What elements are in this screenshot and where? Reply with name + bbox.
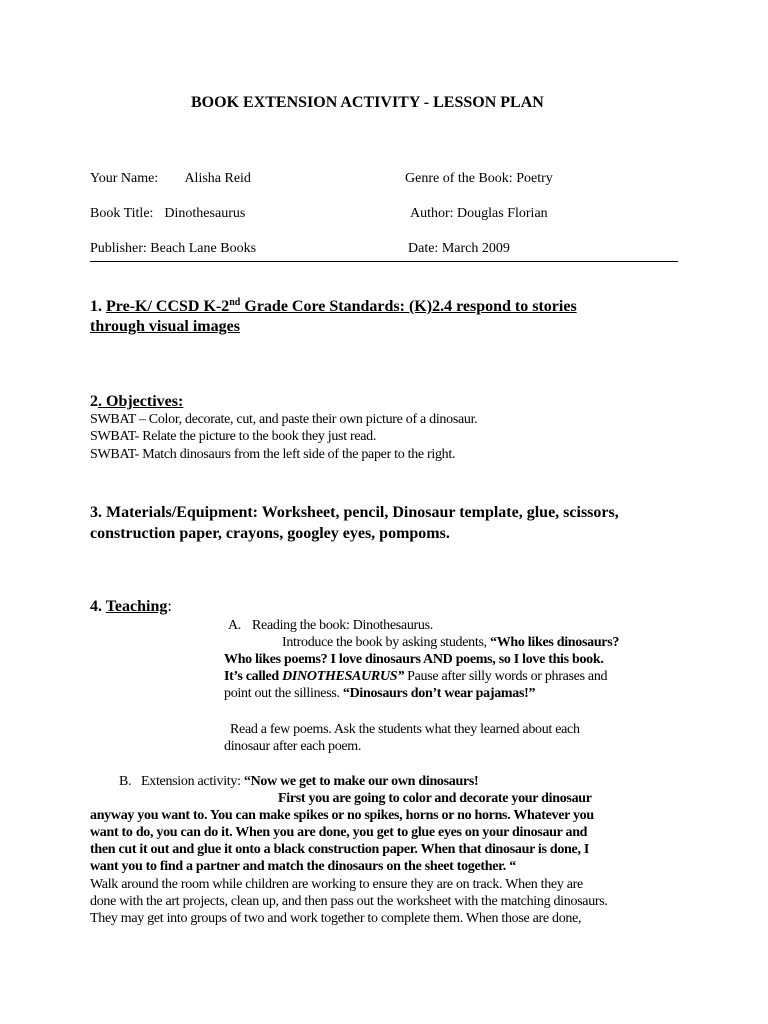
document-title: BOOK EXTENSION ACTIVITY - LESSON PLAN	[191, 94, 544, 111]
section-1-number: 1.	[90, 298, 102, 315]
intro-text: Introduce the book by asking students,	[282, 635, 490, 650]
author-field: Author: Douglas Florian	[410, 206, 548, 221]
item-b-line-3: anyway you want to. You can make spikes or no spikes, horns or no horns. Whatever you	[90, 808, 594, 823]
section-4-heading	[90, 598, 172, 616]
standards-superscript: nd	[229, 297, 241, 308]
item-b-line-2: First you are going to color and decorate your dinosaur	[278, 791, 592, 806]
teaching-colon: :	[167, 598, 172, 615]
pajamas-quote: “Dinosaurs don’t wear pajamas!”	[342, 686, 536, 701]
book-title-label: Book Title:	[90, 206, 154, 221]
objective-line: SWBAT- Relate the picture to the book they just read.	[90, 429, 377, 444]
item-b-line-7: Walk around the room while children are working to ensure they are on track. When they are	[90, 877, 583, 892]
intro-quote: “Who likes dinosaurs?	[490, 635, 620, 650]
item-a-line-1	[282, 635, 619, 651]
genre-field: Genre of the Book: Poetry	[405, 171, 553, 186]
section-4-number: 4.	[90, 598, 106, 615]
item-a-line-3	[224, 669, 607, 685]
item-b-line-5: then cut it out and glue it onto a black construction paper. When that dinosaur is done, I	[90, 842, 589, 857]
your-name-value: Alisha Reid	[184, 171, 251, 186]
item-a-line-2: Who likes poems? I love dinosaurs AND poems, so I love this book.	[224, 652, 604, 667]
item-a-para-2-line-1: Read a few poems. Ask the students what they learned about each	[230, 722, 580, 737]
divider	[90, 261, 678, 262]
item-a-text: Reading the book: Dinothesaurus.	[252, 618, 433, 633]
section-2-heading	[90, 393, 183, 411]
your-name-row	[90, 171, 251, 187]
materials-line-1: 3. Materials/Equipment: Worksheet, pencil, Dinosaur template, glue, scissors,	[90, 504, 619, 521]
item-a-para-2-line-2: dinosaur after each poem.	[224, 739, 362, 754]
your-name-label: Your Name:	[90, 171, 159, 186]
section-2-number: 2	[90, 393, 98, 410]
book-title-value: Dinothesaurus	[164, 206, 246, 221]
publisher-field: Publisher: Beach Lane Books	[90, 241, 257, 256]
item-b-marker: B.	[119, 774, 132, 789]
teaching-heading: Teaching	[105, 598, 168, 615]
date-field: Date: March 2009	[408, 241, 510, 256]
item-a-line-4	[224, 686, 535, 702]
extension-label: Extension activity:	[141, 774, 244, 789]
section-1-standards	[106, 298, 577, 315]
quote-its-called: It’s called	[224, 669, 283, 684]
item-b-line-1	[141, 774, 478, 790]
standards-text-b: Grade Core Standards: (K)2.4 respond to stories	[240, 298, 577, 315]
section-1-line-2: through visual images	[90, 318, 240, 335]
silliness-text: point out the silliness.	[224, 686, 343, 701]
item-a-marker: A.	[228, 618, 242, 633]
book-title-row	[90, 206, 245, 222]
item-b-line-4: want to do, you can do it. When you are done, you get to glue eyes on your dinosaur and	[90, 825, 588, 840]
materials-line-2: construction paper, crayons, googley eyes, pompoms.	[90, 525, 450, 542]
item-b-line-9: They may get into groups of two and work together to complete them. When those are done,	[90, 911, 582, 926]
standards-text-a: Pre-K/ CCSD K-2	[106, 298, 230, 315]
section-1-line-1	[90, 298, 577, 316]
item-b-line-8: done with the art projects, clean up, and then pass out the worksheet with the matching dinosaurs.	[90, 894, 608, 909]
pause-text: Pause after silly words or phrases and	[403, 669, 608, 684]
item-b-line-6: want you to find a partner and match the dinosaurs on the sheet together. “	[90, 859, 516, 874]
objective-line: SWBAT- Match dinosaurs from the left side of the paper to the right.	[90, 447, 456, 462]
objective-line: SWBAT – Color, decorate, cut, and paste their own picture of a dinosaur.	[90, 412, 478, 427]
book-name-italic: DINOTHESAURUS”	[282, 669, 404, 684]
objectives-heading: . Objectives:	[98, 393, 184, 410]
extension-quote: “Now we get to make our own dinosaurs!	[243, 774, 479, 789]
